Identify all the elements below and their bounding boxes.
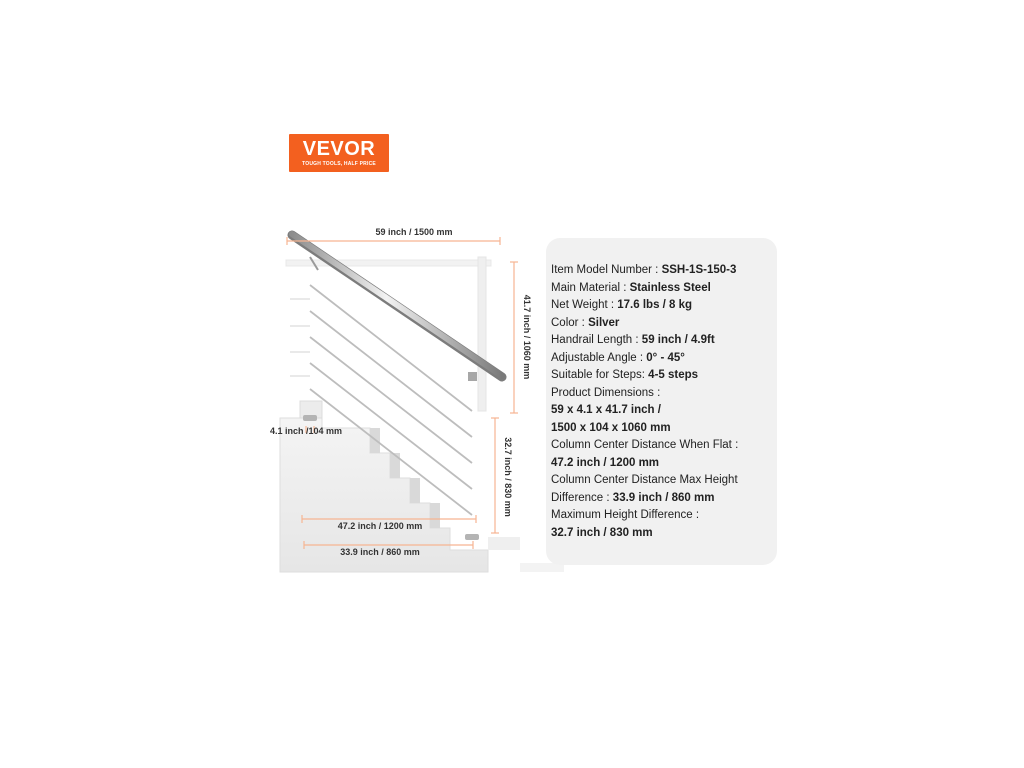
spec-list	[551, 262, 738, 542]
spec-row: Difference : 33.9 inch / 860 mm	[551, 491, 715, 504]
spec-row: Product Dimensions :	[551, 386, 661, 399]
dim-height-difference: 32.7 inch / 830 mm	[503, 437, 513, 517]
spec-row: Main Material : Stainless Steel	[551, 281, 711, 294]
spec-row: Handrail Length : 59 inch / 4.9ft	[551, 334, 715, 346]
spec-row: Color : Silver	[551, 316, 620, 329]
spec-row: Net Weight : 17.6 lbs / 8 kg	[551, 299, 693, 311]
railing-illustration	[270, 215, 570, 580]
dim-total-height: 41.7 inch / 1060 mm	[522, 294, 532, 380]
spec-row: 59 x 4.1 x 41.7 inch /	[551, 404, 661, 416]
dim-post-width: 4.1 inch /104 mm	[270, 426, 343, 436]
vevor-logo	[289, 134, 389, 172]
spec-row: 32.7 inch / 830 mm	[551, 526, 653, 539]
dim-max-height-distance: 33.9 inch / 860 mm	[340, 547, 420, 557]
spec-row: Maximum Height Difference :	[551, 509, 700, 521]
spec-row: Suitable for Steps: 4-5 steps	[551, 369, 699, 381]
spec-row: Column Center Distance Max Height	[551, 474, 738, 486]
spec-row: Column Center Distance When Flat :	[551, 439, 739, 451]
spec-row: 47.2 inch / 1200 mm	[551, 456, 660, 469]
dim-handrail-length: 59 inch / 1500 mm	[375, 227, 453, 237]
dim-flat-distance: 47.2 inch / 1200 mm	[337, 521, 423, 531]
logo-tagline: TOUGH TOOLS, HALF PRICE	[302, 161, 376, 167]
flat-railing-ghost	[286, 257, 491, 411]
logo-wordmark: VEVOR	[302, 138, 376, 160]
spec-row: Adjustable Angle : 0° - 45°	[551, 351, 685, 364]
spec-row: Item Model Number : SSH-1S-150-3	[551, 264, 737, 276]
spec-row: 1500 x 104 x 1060 mm	[551, 421, 671, 434]
